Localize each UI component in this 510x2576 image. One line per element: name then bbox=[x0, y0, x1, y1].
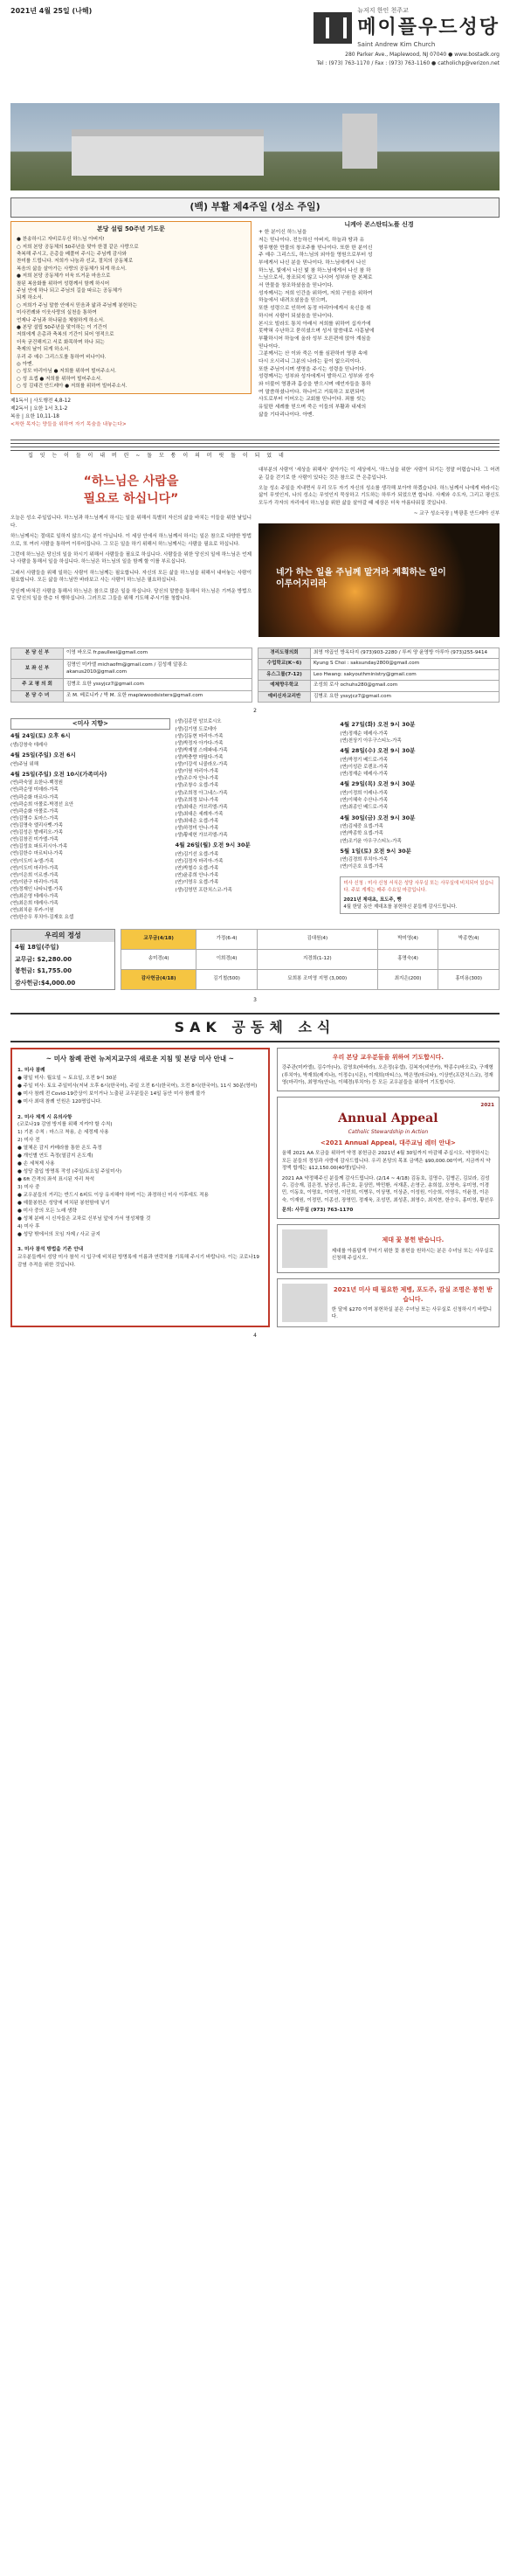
contact-value: 최영 야곱인 방옥다지 (973)903-2280 / 루씨 양 윤영방 아루아 (973)255-9414 bbox=[311, 647, 500, 659]
mass-intention: (연)조기윤 아우구스티노-가족 bbox=[340, 838, 402, 844]
mass-intention: (연)곽순화 아폴로-가족 bbox=[10, 808, 59, 814]
headline-line-2: 필요로 하십니다” bbox=[83, 491, 179, 506]
reflection-paragraph: 그런데 하느님은 당신의 일을 하시기 위해서 사람들을 필요로 하십니다. 사람들을 위한 당신의 일에 하느님은 언제나 사람을 통해서 일을 하십니다. 하느님은 하느님의 일을 함께 할 이를 부르십니다. bbox=[10, 551, 252, 565]
mass-intention: (연)정재순 데레사-가족 bbox=[340, 772, 389, 778]
mass-intention: (연)김정자 마리아-가족 bbox=[175, 859, 224, 865]
mass-intention: (연)이정희 이레나-가족 bbox=[340, 791, 389, 797]
covid-line: 3) 미사 중 bbox=[17, 1184, 40, 1190]
offering-row bbox=[121, 929, 500, 949]
mass-intentions bbox=[10, 718, 500, 921]
covid-line: 3. 미사 참석 방법을 기존 안내 bbox=[17, 1247, 84, 1253]
mass-intention: (연)최치윤 루카-이원 bbox=[10, 908, 54, 914]
prayer-line: 우리 주 예수 그리스도를 통하여 비나이다. bbox=[17, 354, 107, 360]
reflection-paragraph: 오늘 성소 주일을 지내면서 우리 모두 자기 자신의 성소를 생각해 보아야 하겠습니다. 하느님께서 나에게 바라시는 삶이 무엇인지, 나의 성소는 무엇인지 묵상하고 기도하는 하루가 되었으면 합니다. 사제와 수도자, 그리고 평신도 모두가 각자의 자리에서 하느님을 위한 삶을 살아갈 때 세상은 더욱 아름다워질 것입니다. bbox=[258, 486, 500, 506]
prayer-line: 미사전례와 이웃사랑의 실천을 통하여 bbox=[17, 310, 97, 316]
mass-intention: (연)김명숙 엘리사벳-가족 bbox=[10, 823, 63, 829]
prayer-line: 찬미를 드립니다. 저희가 나눔과 선교, 절치의 공동체로 bbox=[17, 259, 134, 265]
offering-cell: 박미영(4) bbox=[377, 929, 438, 949]
prayer-line: 되게 하소서. bbox=[17, 295, 44, 301]
mass-intention: (연)곽순희 아폴로-박경선 요안 bbox=[10, 801, 74, 807]
altar-flower-box bbox=[277, 1224, 500, 1273]
mass-intention: (연)천상기 아우구스티노-가족 bbox=[340, 738, 402, 744]
prayer-title: 본당 설립 50주년 기도문 bbox=[97, 225, 165, 232]
mass-intention: (생)이강석 니콜라오-가족 bbox=[175, 762, 228, 768]
offering-items-title: 2021년 제대초, 묘도주, 빵 bbox=[343, 897, 402, 903]
mass-intention: (연)김한수 마르티나-가족 bbox=[10, 851, 63, 857]
contact-row bbox=[11, 647, 252, 660]
mass-intention: (연)김세중 요셉-가족 bbox=[340, 824, 383, 830]
logo-row bbox=[314, 7, 500, 50]
covid-line: 1) 기본 수칙 : 마스크 착용, 손 세정제 사용 bbox=[17, 1130, 109, 1136]
creed-line: 서 만물을 창조하셨음을 믿나이다. bbox=[258, 283, 334, 289]
contact-label: 경리도령의회 bbox=[258, 647, 311, 659]
covid-guidelines-box bbox=[10, 1048, 270, 1328]
covid-line: (코로나19 감염 방지를 위해 지켜야 할 수칙) bbox=[17, 1122, 113, 1128]
reflection-signature: ~ 교구 성소국장 | 박광훈 안드레아 신부 bbox=[413, 511, 500, 517]
creed-line: 다시 오시리니 그분의 나라는 끝이 없으리이다. bbox=[258, 358, 362, 364]
page-number: 2 bbox=[253, 708, 257, 715]
mass-intention: (생)김영민 프란치스코-가족 bbox=[175, 887, 232, 893]
prayer-line: ● 본당 설립 50주년을 맞이하는 이 기간이 bbox=[17, 324, 107, 330]
appeal-heading: <2021 Annual Appeal, 대주교님 레터 안내> bbox=[320, 1139, 456, 1146]
mass-intention: (연)이은희 이르겐-가족 bbox=[10, 872, 59, 878]
liturgy-banner: (백) 부활 제4주일 (성소 주일) bbox=[10, 197, 500, 218]
mass-date: 5월 1일(토) 오전 9시 30분 bbox=[340, 847, 411, 855]
prayer-line: 축복해 주시고, 은총을 베풀어 주시는 주님께 감사와 bbox=[17, 252, 127, 258]
covid-line: ● 성당 밖에서의 모임 자제 / 사교 금지 bbox=[17, 1231, 100, 1237]
mass-intention: (연)이도미 누엘-가족 bbox=[10, 858, 54, 864]
creed-line: 성령께서는 성부와 성자에게서 발하시고 성부와 성자 bbox=[258, 374, 375, 380]
contact-label: 본 당 수 녀 bbox=[11, 690, 64, 703]
offering-cell: 홍미용(300) bbox=[438, 969, 500, 989]
covid-line: ● 미사 최대 참례 인원은 120명입니다. bbox=[17, 1098, 102, 1104]
candle-image-text: 네가 하는 일을 주님께 맡겨라 계획하는 일이 이루어지리라 bbox=[276, 567, 446, 590]
covid-line: 4) 미사 후 bbox=[17, 1223, 40, 1229]
church-phone: Tel : (973) 763-1170 / Fax : (973) 763-1160 ● catholichp@verizon.net bbox=[316, 59, 500, 66]
contact-value: 김병조 요한 yssyjcz7@gmail.com bbox=[311, 691, 500, 703]
candle-image bbox=[258, 523, 500, 637]
offering-donation: 봉헌금: $1,755.00 bbox=[15, 967, 72, 975]
contact-value: 김병조 요한 yssyjcz7@gmail.com bbox=[64, 679, 252, 691]
mass-intention: (생)최대은 요셉-가족 bbox=[175, 818, 219, 824]
mass-intention: (연)박정기 베드로-가족 bbox=[340, 758, 389, 764]
creed-line: 성자께서는 저희 인간을 위하여, 저희 구원을 위하여 bbox=[258, 290, 373, 296]
covid-line: ● 교우분들의 거리는 반드시 6피트 이상 유지해야 하며 이는 좌정하신 미사 이후에도 적용 bbox=[17, 1192, 209, 1198]
reflection-paragraph: 당신께 바쳐진 사람을 통해서 하느님은 참으로 많은 일을 하십니다. 당신의 말씀을 통해서 하느님은 기꺼운 방법으로 당신의 일을 한층 더 행하십니다. 그러므로 그들을 위해 기도해 주시기를 청합니다. bbox=[10, 588, 252, 601]
covid-line: ● 평일 미사: 월요일 ~ 토요일, 오전 9시 30분 bbox=[17, 1075, 117, 1081]
mass-intention: (연)김경희 루치아-가족 bbox=[340, 857, 389, 863]
creed-title: 니케아 콘스탄티노플 신경 bbox=[344, 220, 414, 228]
prayer-line: ○ 저희가 주님 말씀 안에서 믿음과 앎과 주님께 봉헌하는 bbox=[17, 302, 137, 308]
covid-line: ● 예물봉헌은 성당에 비치된 봉헌함에 넣기 bbox=[17, 1200, 110, 1206]
offering-thanks-total: 감사헌금:$4,000.00 bbox=[15, 979, 76, 987]
covid-body bbox=[17, 1067, 263, 1270]
altar-flower-body: 제대를 아름답게 꾸미기 위한 꽃 봉헌을 원하시는 분은 수녀님 또는 사무실로 신청해 주십시오. bbox=[331, 1248, 494, 1262]
mass-intention: (생)하정미 안나-가족 bbox=[175, 826, 219, 832]
creed-line: 못박혀 수난하고 묻히셨으며 성서 말씀대로 사흗날에 bbox=[258, 329, 375, 335]
offering-cell: 묘희봉 조미영 지명 (3,000) bbox=[257, 969, 377, 989]
mass-intention: (생)조희정 아그네스-가족 bbox=[175, 790, 228, 796]
offering-cell: 김기철(500) bbox=[196, 969, 258, 989]
contact-row bbox=[11, 660, 252, 679]
mass-intention: (연)한승우 루치아-김재호 요셉 bbox=[10, 915, 74, 921]
creed-line: 부활하시어 하늘에 올라 성부 오른편에 앉아 계심을 bbox=[258, 336, 371, 342]
prayer-line: ● 찬송하시고 자비로우신 하느님 아버지! bbox=[17, 237, 105, 243]
mass-intention: (연)정재인 나타니엘-가족 bbox=[10, 887, 63, 893]
offering-cell: 송미경(4) bbox=[121, 949, 196, 969]
offering-thanks: 4월 한달 동안 제대초를 봉헌하신 분들께 감사드립니다. bbox=[343, 904, 458, 910]
prayer-line: 참된 복음화를 위하여 성령께서 함께 하시어 bbox=[17, 280, 110, 287]
offering-row bbox=[121, 949, 500, 969]
mass-intention: (연)박종학 요셉-가족 bbox=[340, 831, 383, 837]
covid-title: ~ 미사 참례 관련 뉴저지교구의 새로운 지침 및 본당 미사 안내 ~ bbox=[45, 1054, 234, 1063]
prayer-line: ○ 성 요셉 ● 저희를 위하여 빌어주소서. bbox=[17, 376, 102, 382]
mass-intention: (연)이성관 로렌조-가족 bbox=[340, 765, 389, 771]
sacrament-body: 한 달에 $270 이며 봉헌하실 분은 수녀님 또는 사무실로 신청하시기 바랍니다. bbox=[331, 1307, 493, 1320]
offering-table bbox=[121, 929, 500, 991]
offering-cell bbox=[438, 949, 500, 969]
mass-date: 4월 27일(화) 오전 9시 30분 bbox=[340, 721, 416, 729]
sak-right-column bbox=[277, 1048, 500, 1328]
mass-title: <미사 지향> bbox=[10, 718, 170, 730]
music-staff bbox=[10, 437, 500, 451]
contact-value: 조성희 로사 ochuhs280@gmail.com bbox=[311, 681, 500, 692]
mass-intention: (생)이원 마리아-가족 bbox=[175, 769, 219, 775]
offering-cell: 감사헌금(4/18) bbox=[121, 969, 196, 989]
prayer-line: ◎ 아멘. bbox=[17, 361, 34, 367]
sak-news-title: SAK 공동체 소식 bbox=[10, 1013, 500, 1042]
prayer-line: 주님 안에 하나 되고 주님의 길을 따르는 공동체가 bbox=[17, 288, 122, 294]
gospel-reading: 복음 | 요한 10,11-18 bbox=[10, 413, 59, 419]
contacts-section bbox=[10, 647, 500, 703]
mass-column bbox=[340, 718, 500, 921]
covid-line: ● 미사 중의 모든 노래 생략 bbox=[17, 1208, 77, 1214]
mass-intention: (연)이혜숙 수산나-가족 bbox=[340, 798, 389, 804]
prayer-line: 축제의 날이 되게 하소서. bbox=[17, 347, 71, 353]
contact-value: 이영 바오로 fr.paulleei@gmail.com bbox=[64, 647, 252, 660]
reading-2: 제2독서 | 요한 1서 3,1-2 bbox=[10, 406, 68, 412]
reflection-paragraph: 그래서 사람들을 위해 일하는 사람이 하느님께는 필요합니다. 자신의 모든 삶을 하느님을 위해서 내어놓는 사람이 필요합니다. 모든 삶을 하느님만 바라보고 사는 사람이 하느님은 필요하십니다. bbox=[10, 570, 252, 584]
creed-line: 사도로부터 이어오는 교회를 믿나이다. 죄를 씻는 bbox=[258, 397, 367, 403]
mass-intention: (연)이도미 마리아-가족 bbox=[10, 865, 59, 871]
contact-value: 김명인 미카엘 michaofm@gmail.com / 김성재 알퐁소 akanus2010@gmail.com bbox=[64, 660, 252, 679]
readings bbox=[10, 398, 252, 428]
creed-line: 하늘에서 내려오셨음을 믿으며, bbox=[258, 298, 327, 304]
annual-appeal-logo: Annual Appeal bbox=[338, 1111, 438, 1125]
prayer-request-body: 강주관(미카엘), 김수아(나), 김영호(바바라), 오은정(유셉), 김복자(비안카), 박종수(바오로), 구재형(루치아), 박재희(레지나), 이정수(시몬), 이재희(마티스), 박은영(마르타), 이상빈(프란치스코), 정재영(마리아), 최명자(안나), 이혜경(루치아) 등 모든 교우분들을 위하여 기도합시다. bbox=[281, 1065, 493, 1086]
mass-intention: (연)최은영 테레사-가족 bbox=[10, 894, 59, 900]
candle-flower-image bbox=[282, 1284, 327, 1322]
mass-date: 4월 28일(수) 오전 9시 30분 bbox=[340, 747, 416, 755]
mass-intention: (생)김동현 마리아-가족 bbox=[175, 733, 224, 739]
contact-label: 수업학교(K~6) bbox=[258, 659, 311, 670]
prayer-line: ○ 성 김대건 안드레아 ● 저희를 위하여 빌어주소서. bbox=[17, 384, 128, 390]
headline-line-1: “하느님은 사람을 bbox=[83, 474, 179, 489]
offering-row bbox=[121, 969, 500, 989]
offering-cell: 지경희(1-12) bbox=[257, 949, 377, 969]
offering-section bbox=[10, 929, 500, 991]
creed-line: 와 더불어 영광과 흠숭을 받으시며 예언자들을 통하 bbox=[258, 382, 371, 388]
contact-label: 예비신자교리반 bbox=[258, 691, 311, 703]
prayer-line: ○ 저희 본당 공동체의 50주년을 맞아 한결 같은 사랑으로 bbox=[17, 244, 139, 250]
covid-line: 2) 미사 전 bbox=[17, 1138, 40, 1144]
mass-intention: (연)김성호 파트리시아-가족 bbox=[10, 844, 68, 850]
creed-line: 주 예수 그리스도, 하느님의 외아들 영원으로부터 성 bbox=[258, 253, 373, 259]
mass-intention: (연)정재순 데레사-가족 bbox=[340, 731, 389, 737]
mass-date: 4월 25일(주일) 오전 6시 bbox=[10, 751, 76, 758]
reflection-paragraph: 대부분의 사람이 '세상을 위해서' 살아가는 이 세상에서, '하느님을 위한' 사람이 되기는 정말 어렵습니다. 그 어려운 길을 걷기로 한 사람이 있다는 것은 참으로 큰 은총입니다. bbox=[258, 467, 500, 481]
covid-line: ● 주일 미사: 토요 주일미사(저녁 오후 6시(한국어), 주일 오전 6시(한국어), 오전 8시(한국어), 11시 30분(영어) bbox=[17, 1083, 258, 1089]
creed-line: 여 말씀하셨나이다. 하나이고 거룩하고 보편되며 bbox=[258, 389, 365, 395]
anniversary-prayer-box bbox=[10, 221, 252, 395]
bulletin-header bbox=[0, 0, 510, 103]
covid-line: ● 미사 참례 전 Covid-19증상이 보이거나 노출된 교우분들은 14일 동안 미사 참례 불가 bbox=[17, 1091, 205, 1097]
creed-line: + 한 분이신 하느님을 bbox=[258, 230, 307, 236]
prayer-line: ● 저희 본당 공동체가 더욱 뜨거운 마음으로 bbox=[17, 274, 111, 280]
mass-intention: (생)최대은 세례자-가족 bbox=[175, 811, 224, 817]
mass-note bbox=[340, 876, 500, 914]
reflection-paragraph: 오늘은 성소 주일입니다. 하느님과 하느님께서 하시는 일을 위해서 특별히 자신의 삶을 바치는 이들을 위한 날입니다. bbox=[10, 516, 252, 529]
covid-line: ● 열체온 감지 카메라를 통한 온도 측정 bbox=[17, 1146, 102, 1152]
reading-1: 제1독서 | 사도행전 4,8-12 bbox=[10, 398, 72, 405]
contact-label: 주 교 평 의 회 bbox=[11, 679, 64, 691]
prayer-request-box bbox=[277, 1048, 500, 1092]
mass-intention: (생)박정자 아가다-가족 bbox=[175, 740, 224, 746]
mass-column bbox=[10, 718, 170, 921]
mass-intention: (연)곽순영 미데라-가족 bbox=[10, 787, 59, 793]
prayer-line: 언제나 주님과 하나됨을 체험하게 하소서. bbox=[17, 317, 105, 323]
covid-line bbox=[17, 1106, 263, 1114]
covid-line: ● 손 세척제 사용 bbox=[17, 1161, 55, 1167]
page-number: 4 bbox=[253, 1333, 257, 1340]
covid-line bbox=[17, 1239, 263, 1247]
mass-intention: (생)황세헌 가브리엘-가족 bbox=[175, 833, 228, 839]
creed-line: 본시오 빌라도 통치 아래서 저희를 위하여 십자가에 bbox=[258, 321, 371, 327]
sacrament-offering-box bbox=[277, 1278, 500, 1327]
prayer-lines bbox=[17, 236, 245, 390]
contact-label: 보 좌 신 부 bbox=[11, 660, 64, 679]
offering-date: 4월 18일(주일) bbox=[15, 944, 59, 952]
church-eng-name: Saint Andrew Kim Church bbox=[357, 41, 436, 49]
offering-cell: 박종현(4) bbox=[438, 929, 500, 949]
creed-line: 느님으로서, 창조되지 않고 나시어 성부와 한 본체로 bbox=[258, 275, 373, 281]
mass-intention: (생)김종민 암브로시오 bbox=[175, 719, 222, 725]
contact-row bbox=[258, 647, 500, 659]
appeal-donors: 2021 AA 약정해주신 분들께 감사드립니다. (2/14 ~ 4/18) 김동호, 김명수, 김병곤, 김보라, 김성수, 김승재, 김은정, 남궁선, 류근호, 문상민, 박민환, 서재훈, 손영군, 송희섭, 오명숙, 유미영, 이경민, 이동호, 이명호, 이미영, 이민희, 이병우, 이상명, 이상준, 이성원, 이승희, 이영우, 이윤정, 이은숙, 이재원, 이정민, 이종선, 장영민, 정재욱, 조성민, 최성훈, 최영수, 최지현, 한승우, 홍미영, 황선우 bbox=[281, 1175, 494, 1203]
covid-line: 2. 미사 제게 시 유의사항 bbox=[17, 1114, 72, 1120]
contact-value: Leo Hwang: sakyouthministry@gmail.com bbox=[311, 669, 500, 681]
offering-cell: 홍명숙(4) bbox=[377, 949, 438, 969]
appeal-contact: 문의: 사무실 (973) 763-1170 bbox=[281, 1208, 354, 1214]
offering-title: 우리의 정성 bbox=[11, 930, 114, 943]
covid-line: ● 6ft 간격의 좌석 표시된 자리 착석 bbox=[17, 1177, 95, 1183]
mass-intention: (연)김기선 요셉-가족 bbox=[175, 852, 219, 858]
contact-row bbox=[11, 690, 252, 703]
mass-intention: (연)최종인 베드로-가족 bbox=[340, 805, 389, 811]
mass-intention: (연)김창진 미가엘-가족 bbox=[10, 837, 59, 843]
mass-date: 4월 24일(토) 오후 6시 bbox=[10, 731, 71, 739]
covid-line: ● 성체 분배 시 신자들은 교차로 신부님 앞에 가서 영성체할 것 bbox=[17, 1215, 151, 1222]
gospel-verse: <착한 목자는 양들을 위하여 자기 목숨을 내놓는다> bbox=[10, 421, 127, 427]
contact-row bbox=[258, 691, 500, 703]
mass-intention: (연)주님 위해 bbox=[10, 761, 38, 767]
offering-cell: 최지은(200) bbox=[377, 969, 438, 989]
contact-label: 유스그룹(7-12) bbox=[258, 669, 311, 681]
annual-appeal-box bbox=[277, 1097, 500, 1219]
mass-intention: (연)곽순화 마르다-가족 bbox=[10, 794, 59, 800]
mass-intention: (연)김명수 토마스-가족 bbox=[10, 815, 59, 821]
mass-column bbox=[176, 718, 335, 921]
offering-cell: 가정(6-4) bbox=[196, 929, 258, 949]
contact-row bbox=[258, 669, 500, 681]
creed-text bbox=[258, 229, 500, 419]
contact-row bbox=[258, 659, 500, 670]
mass-intention: (연)이은호 요셉-가족 bbox=[340, 864, 383, 870]
mass-intention: (생)박재열 스데파네-가족 bbox=[175, 747, 228, 753]
church-address: 280 Parker Ave., Maplewood, NJ 07040 ● www.bostadk.org bbox=[345, 51, 500, 58]
mass-intention: (연)윤종희 안나-가족 bbox=[175, 873, 219, 879]
clergy-contacts bbox=[10, 647, 252, 703]
offering-summary bbox=[10, 929, 115, 991]
mass-date: 4월 26일(월) 오전 9시 30분 bbox=[175, 841, 251, 849]
mass-intention: (연)최은희 데레사-가족 bbox=[10, 901, 59, 907]
altar-flower-title: 제대 꽃 봉헌 받습니다. bbox=[382, 1236, 445, 1244]
prayer-line: 더욱 굳건해지고 서로 화목하며 하나 되는 bbox=[17, 339, 105, 345]
reflection-headline bbox=[10, 467, 252, 515]
hymn-lyrics: 집 잇 는 이 들 이 내 버 린 ~ 돌 모 퉁 이 의 머 릿 돌 이 되 었 네 bbox=[28, 453, 286, 460]
church-photo bbox=[10, 103, 500, 190]
church-kor-sub: 뉴저지 한인 천주교 bbox=[357, 7, 409, 14]
sacrament-title: 2021년 미사 때 필요한 제병, 포도주, 감실 조명은 봉헌 받습니다. bbox=[333, 1286, 493, 1303]
creed-line: 그분께서는 산 이와 죽은 이를 심판하러 영광 속에 bbox=[258, 351, 368, 357]
creed-line: 하느님, 빛에서 나신 빛 참 하느님에게서 나신 참 하 bbox=[258, 267, 371, 274]
covid-line: 교우분들께서 성당 미사 참석 시 입구에 비치된 방명록에 이름과 연락처를 기록해 주시기 바랍니다. 이는 코로나19 감염 추적을 위한 것입니다. bbox=[17, 1255, 259, 1269]
mass-intention: (연)이영우 요셉-가족 bbox=[175, 880, 219, 886]
creed-line: 또한 성령으로 인하여 동정 마리아에게서 육신을 취 bbox=[258, 306, 371, 312]
mass-intention: (연)김성은 발레리오-가족 bbox=[10, 830, 63, 836]
creed-line: 믿나이다. bbox=[258, 343, 280, 350]
appeal-year: 2021 bbox=[480, 1103, 494, 1109]
bulletin-date: 2021년 4월 25일 (나해) bbox=[10, 7, 93, 15]
prayer-request-title: 우리 본당 교우분들을 위하여 기도합시다. bbox=[332, 1053, 445, 1061]
prayer-line: 복음의 삶을 살아가는 사랑의 공동체가 되게 하소서. bbox=[17, 266, 127, 272]
prayer-section bbox=[10, 221, 500, 428]
page-number: 3 bbox=[253, 997, 257, 1004]
church-logo-icon bbox=[314, 12, 352, 44]
creed-line: 삶을 기다리나이다. 아멘. bbox=[258, 412, 314, 418]
mass-intention: (연)이완구 마리아-가족 bbox=[10, 879, 59, 885]
contact-row bbox=[258, 681, 500, 692]
offering-cell: 교무금(4/18) bbox=[121, 929, 196, 949]
appeal-body: 올해 2021 AA 모금을 위하여 약정 봉헌금은 2021년 4월 30일까지 마감해 주십시오. 약정하시는 모든 분들의 정성과 사랑에 감사드립니다. 우리 본당의 목표 금액은 $90,000.00이며, 지금까지 약정액 합계는 $12,150.00(40명)입니다. bbox=[281, 1151, 491, 1172]
mass-intention: (생)조창수 요셉-가족 bbox=[175, 783, 219, 789]
contact-value: Kyung S Choi : saksunday2800@gmail.com bbox=[311, 659, 500, 670]
mass-date: 4월 29일(목) 오전 9시 30분 bbox=[340, 780, 416, 788]
mass-intention: (생)김기영 도로테아 bbox=[175, 726, 217, 732]
mass-note-text: 미사 신청 : 미사 신청 서식은 성당 사무실 또는 사무실에 비치되어 있습니다. 주보 게재는 매주 수요일 마감입니다. bbox=[343, 880, 494, 893]
creed-line: 저는 믿나이다. 전능하신 아버지, 하늘과 땅과 유 bbox=[258, 237, 365, 243]
offering-cell: 김대원(4) bbox=[257, 929, 377, 949]
contact-value: 조 M. 베로니카 / 박 M. 요한 maplewoodsisters@gmail.com bbox=[64, 690, 252, 703]
mass-date: 4월 25일(주일) 오전 10시(가족미사) bbox=[10, 770, 107, 778]
mass-intention: (생)조희정 보나-가족 bbox=[175, 797, 219, 803]
church-name: 메이플우드성당 bbox=[357, 17, 500, 39]
covid-line: ● 개인별 연도 측정(열감지 온도계) bbox=[17, 1153, 93, 1160]
mass-date: 4월 30일(금) 오전 9시 30분 bbox=[340, 814, 416, 821]
mass-intention: (생)박충향 마틸다-가족 bbox=[175, 754, 224, 760]
reflection-section bbox=[10, 467, 500, 641]
creed-line: 부에게서 나신 분을 믿나이다. 하느님에게서 나신 bbox=[258, 260, 367, 267]
reflection-paragraph: 하느님께서는 절대로 일하지 않으시는 분이 아닙니다. 이 세상 안에서 하느님께서 하시는 일은 참으로 다양한 방법으로, 또 여러 사람을 통하여 이루어집니다. 그 모든 일을 하기 위해서 하느님께서는 사람을 필요로 하십니다. bbox=[10, 534, 252, 547]
offering-cell: 이희경(4) bbox=[196, 949, 258, 969]
sak-news bbox=[10, 1048, 500, 1328]
mass-intention: (연)곽숙열 요한나-백정원 bbox=[10, 780, 63, 786]
creed-line: 또한 주님이시며 생명을 주시는 성령을 믿나이다. bbox=[258, 366, 367, 372]
creed-line: 하시어 사람이 되셨음을 믿나이다. bbox=[258, 313, 334, 319]
mass-intention: (연)박철수 요셉-가족 bbox=[175, 866, 219, 872]
ministry-contacts bbox=[258, 647, 500, 703]
mass-intention: (생)조수자 안나-가족 bbox=[175, 776, 219, 782]
hymn-score bbox=[10, 433, 500, 461]
covid-line: 1. 미사 참례 bbox=[17, 1067, 45, 1073]
mass-intention: (생)최대은 가브리엘-가족 bbox=[175, 804, 228, 810]
offering-sunday: 교무금: $2,280.00 bbox=[15, 955, 72, 963]
contact-row bbox=[11, 679, 252, 691]
header-right bbox=[141, 7, 500, 67]
covid-line: ● 성당 출입 방명록 작성 (주일/토요일 주일미사) bbox=[17, 1169, 122, 1175]
prayer-line: 저희에게 은총과 축복의 기간이 되어 영적으로 bbox=[17, 332, 114, 338]
creed-line: 형무형한 만물의 창조주를 믿나이다. 또한 한 분이신 bbox=[258, 245, 373, 251]
mass-intention: (생)강창숙 데레사 bbox=[10, 742, 48, 748]
annual-appeal-subtitle: Catholic Stewardship in Action bbox=[348, 1128, 429, 1135]
creed-line: 유일한 세례를 믿으며 죽은 이들의 부활과 내세의 bbox=[258, 405, 367, 411]
contact-label: 예체향우학교 bbox=[258, 681, 311, 692]
contact-label: 본 당 신 부 bbox=[11, 647, 64, 660]
prayer-line: ○ 성모 마리아님 ● 저희를 위하여 빌어주소서. bbox=[17, 369, 117, 375]
flower-image bbox=[282, 1229, 327, 1268]
